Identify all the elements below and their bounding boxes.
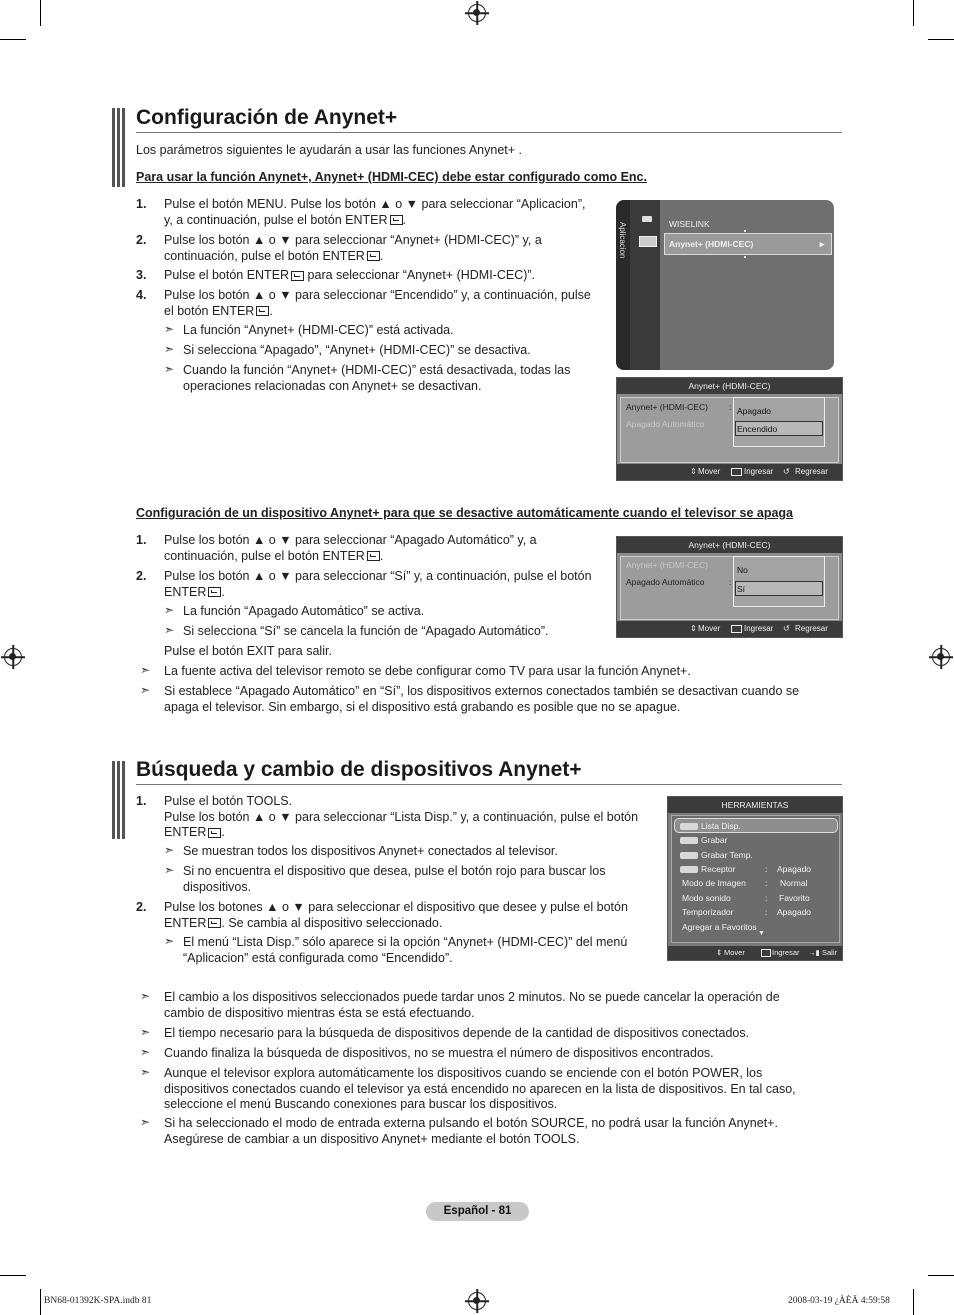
step-text: Pulse los botón ▲ o ▼ para seleccionar “Sí” y, a continuación, pulse el botón ENTER .	[164, 569, 592, 599]
step-text: Pulse los botón ▲ o ▼ para seleccionar “Apagado Automático” y, a continuación, pulse el botón ENTER .	[164, 533, 537, 563]
scroll-dot	[744, 256, 746, 258]
note-arrow-icon: ➣	[140, 1025, 151, 1039]
registration-mark-icon	[468, 4, 486, 22]
option-no[interactable]: No	[737, 565, 748, 575]
section-title: Búsqueda y cambio de dispositivos Anynet+	[136, 758, 582, 781]
tools-header: HERRAMIENTAS	[668, 797, 842, 813]
note-text: Si no encuentra el dispositivo que desea, pulse el botón rojo para buscar los dispositivos.	[183, 864, 606, 894]
enter-icon	[208, 828, 221, 838]
tools-dialog	[667, 796, 843, 961]
exit-icon: →▮	[808, 948, 820, 957]
page-number: Español - 81	[426, 1202, 529, 1221]
dialog-label-auto-off[interactable]: Apagado Automático	[626, 577, 705, 587]
footer-return: Regresar	[795, 624, 828, 633]
note-arrow-icon: ➣	[140, 1045, 151, 1059]
anynet-badge-icon	[680, 852, 698, 859]
note-text: La fuente activa del televisor remoto se debe configurar como TV para usar la función Anynet+.	[164, 664, 691, 678]
tools-colon: :	[765, 893, 768, 903]
menu-icon-column	[630, 200, 660, 370]
step-text: Pulse los botón ▲ o ▼ para seleccionar “Encendido” y, a continuación, pulse el botón ENTER .	[164, 288, 591, 318]
registration-mark-icon	[932, 648, 950, 666]
anynet-icon	[639, 236, 657, 247]
note-text: Se muestran todos los dispositivos Anynet+ conectados al televisor.	[183, 844, 558, 858]
registration-mark-icon	[4, 648, 22, 666]
tools-value-modo-sonido: Favorito	[779, 893, 810, 903]
note-arrow-icon: ➣	[164, 362, 175, 376]
note-text: Si establece “Apagado Automático” en “Sí”, los dispositivos externos conectados también se desactivan cuando se apaga el televisor. Sin embargo, si el dispositivo está grabando es posible que no se apague.	[164, 684, 800, 714]
subheading: Configuración de un dispositivo Anynet+ para que se desactive automáticamente cuando el televisor se apaga	[136, 506, 794, 520]
application-icon	[642, 216, 652, 222]
tools-colon: :	[765, 878, 768, 888]
tools-value-modo-imagen: Normal	[780, 878, 808, 888]
step-number: 1.	[136, 794, 147, 808]
note-text: Si selecciona “Apagado”, “Anynet+ (HDMI-CEC)” se desactiva.	[183, 343, 531, 357]
anynet-dialog-auto-off	[616, 536, 843, 638]
footer-exit: Salir	[822, 948, 838, 957]
enter-icon	[256, 306, 269, 316]
section-bar	[112, 108, 126, 187]
tools-item-grabar[interactable]: Grabar	[680, 835, 727, 845]
enter-icon	[208, 587, 221, 597]
note-arrow-icon: ➣	[164, 934, 175, 948]
anynet-badge-icon	[680, 866, 698, 873]
section-rule	[136, 132, 842, 133]
note-text: El tiempo necesario para la búsqueda de dispositivos depende de la cantidad de dispositivos conectados.	[164, 1026, 750, 1040]
note-arrow-icon: ➣	[164, 342, 175, 356]
note-arrow-icon: ➣	[140, 683, 151, 697]
step-number: 4.	[136, 288, 147, 302]
scroll-dot	[744, 230, 746, 232]
footer-move: Mover	[698, 624, 721, 633]
note-text: Si selecciona “Sí” se cancela la función de “Apagado Automático”.	[183, 624, 549, 638]
return-icon: ↺	[783, 467, 790, 476]
anynet-badge-icon	[680, 837, 698, 844]
note-arrow-icon: ➣	[140, 1065, 151, 1079]
note-text: El cambio a los dispositivos seleccionados puede tardar unos 2 minutos. No se puede cancelar la operación de cambio de dispositivo mientras ésta se está efectuando.	[164, 990, 780, 1020]
enter-icon	[208, 918, 221, 928]
step-number: 3.	[136, 268, 147, 282]
note-arrow-icon: ➣	[164, 322, 175, 336]
option-selected	[735, 581, 823, 596]
step-number: 2.	[136, 900, 147, 914]
enter-icon	[291, 271, 304, 281]
note-text: El menú “Lista Disp.” sólo aparece si la opción “Anynet+ (HDMI-CEC)” del menú “Aplicacion” está configurada como “Encendido”.	[183, 935, 628, 965]
enter-icon	[390, 215, 403, 225]
step-number: 2.	[136, 233, 147, 247]
dialog-header: Anynet+ (HDMI-CEC)	[617, 537, 842, 553]
note-arrow-icon: ➣	[164, 623, 175, 637]
note-arrow-icon: ➣	[164, 843, 175, 857]
note-arrow-icon: ➣	[140, 989, 151, 1003]
section-title: Configuración de Anynet+	[136, 106, 398, 129]
footer-move: Mover	[698, 467, 721, 476]
section-bar	[112, 761, 126, 839]
menu-category-label: Aplicacion	[618, 222, 627, 259]
option-encendido[interactable]: Encendido	[737, 424, 778, 434]
exit-text: Pulse el botón EXIT para salir.	[164, 644, 332, 658]
step-text: Pulse el botón MENU. Pulse los botón ▲ o ▼ para seleccionar “Aplicacion”, y, a continuación, pulse el botón ENTER .	[164, 197, 586, 227]
enter-icon	[367, 551, 380, 561]
footer-enter: Ingresar	[744, 624, 774, 633]
tools-value-receptor: Apagado	[777, 864, 812, 874]
note-text: Aunque el televisor explora automáticamente los dispositivos cuando se enciende con el botón POWER, los dispositivos conectados cuando el televisor ya está encendido no aparecen en la lista de dispositivos. En tal caso, seleccione el menú Buscando conexiones para buscar los dispositivos.	[164, 1066, 796, 1111]
move-icon: ⇕	[716, 948, 723, 957]
step-number: 1.	[136, 533, 147, 547]
return-icon: ↺	[783, 624, 790, 633]
tools-item-grabar-temp[interactable]: Grabar Temp.	[680, 850, 753, 860]
print-file-info: BN68-01392K-SPA.indb 81	[44, 1296, 152, 1306]
dialog-footer	[617, 621, 842, 637]
scroll-down-icon[interactable]: ▼	[758, 930, 765, 937]
menu-item-wiselink[interactable]: WISELINK	[669, 219, 710, 229]
tools-item-agregar-favoritos[interactable]: Agregar a Favoritos	[682, 922, 757, 932]
note-text: La función “Anynet+ (HDMI-CEC)” está activada.	[183, 323, 454, 337]
enter-icon	[731, 625, 742, 633]
submenu-arrow-icon: ►	[818, 239, 827, 249]
footer-move: Mover	[724, 948, 745, 957]
tools-footer	[668, 946, 842, 960]
option-si[interactable]: Sí	[737, 584, 746, 594]
step-number: 2.	[136, 569, 147, 583]
note-text: Si ha seleccionado el modo de entrada externa pulsando el botón SOURCE, no podrá usar la función Anynet+. Asegúrese de cambiar a un dispositivo Anynet+ mediante el botón TOOLS.	[164, 1116, 778, 1146]
note-text: La función “Apagado Automático” se activa.	[183, 604, 425, 618]
section-rule	[136, 784, 842, 785]
footer-enter: Ingresar	[744, 467, 774, 476]
print-date-info: 2008-03-19 ¿ÀÈÄ 4:59:58	[788, 1296, 890, 1306]
enter-icon	[761, 949, 771, 957]
registration-mark-icon	[468, 1292, 486, 1310]
tools-item-receptor[interactable]: Receptor	[680, 864, 736, 874]
dialog-label-auto-off[interactable]: Apagado Automático	[626, 419, 705, 429]
step-text: Pulse el botón TOOLS. Pulse los botón ▲ o ▼ para seleccionar “Lista Disp.” y, a continuación, pulse el botón ENTER .	[164, 794, 639, 839]
subheading: Para usar la función Anynet+, Anynet+ (HDMI-CEC) debe estar configurado como Enc.	[136, 170, 647, 184]
note-text: Cuando la función “Anynet+ (HDMI-CEC)” está desactivada, todas las operaciones relacionadas con Anynet+ se desactivan.	[183, 363, 571, 393]
note-text: Cuando finaliza la búsqueda de dispositivos, no se muestra el número de dispositivos encontrados.	[164, 1046, 714, 1060]
step-text: Pulse los botones ▲ o ▼ para seleccionar el dispositivo que desee y pulse el botón ENTER . Se cambia al dispositivo seleccionado.	[164, 900, 628, 930]
tools-item-temporizador[interactable]: Temporizador	[682, 907, 734, 917]
enter-icon	[367, 251, 380, 261]
dialog-label-anynet[interactable]: Anynet+ (HDMI-CEC)	[626, 402, 708, 412]
tools-colon: :	[765, 907, 768, 917]
note-arrow-icon: ➣	[140, 1115, 151, 1129]
step-number: 1.	[136, 197, 147, 211]
tools-item-lista-disp[interactable]: Lista Disp.	[680, 821, 741, 831]
dialog-colon: :	[729, 402, 732, 412]
anynet-badge-icon	[680, 823, 698, 830]
step-text: Pulse el botón ENTER para seleccionar “Anynet+ (HDMI-CEC)”.	[164, 268, 536, 282]
dialog-footer	[617, 464, 842, 480]
move-icon: ⇕	[690, 467, 697, 476]
note-arrow-icon: ➣	[164, 863, 175, 877]
tools-colon: :	[765, 864, 768, 874]
footer-return: Regresar	[795, 467, 828, 476]
menu-item-anynet[interactable]: Anynet+ (HDMI-CEC)	[669, 239, 754, 249]
tools-value-temporizador: Apagado	[777, 907, 812, 917]
anynet-dialog	[616, 377, 843, 481]
tools-item-modo-sonido[interactable]: Modo sonido	[682, 893, 731, 903]
dialog-header: Anynet+ (HDMI-CEC)	[617, 378, 842, 394]
option-apagado[interactable]: Apagado	[737, 406, 772, 416]
footer-enter: Ingresar	[772, 948, 800, 957]
intro-text: Los parámetros siguientes le ayudarán a usar las funciones Anynet+ .	[136, 143, 522, 157]
move-icon: ⇕	[690, 624, 697, 633]
tv-menu-screen	[616, 200, 834, 370]
dialog-label-anynet[interactable]: Anynet+ (HDMI-CEC)	[626, 560, 708, 570]
note-arrow-icon: ➣	[164, 603, 175, 617]
step-text: Pulse los botón ▲ o ▼ para seleccionar “Anynet+ (HDMI-CEC)” y, a continuación, pulse el botón ENTER .	[164, 233, 542, 263]
note-arrow-icon: ➣	[140, 663, 151, 677]
enter-icon	[731, 468, 742, 476]
tools-item-modo-imagen[interactable]: Modo de Imagen	[682, 878, 746, 888]
dialog-colon: :	[729, 577, 732, 587]
